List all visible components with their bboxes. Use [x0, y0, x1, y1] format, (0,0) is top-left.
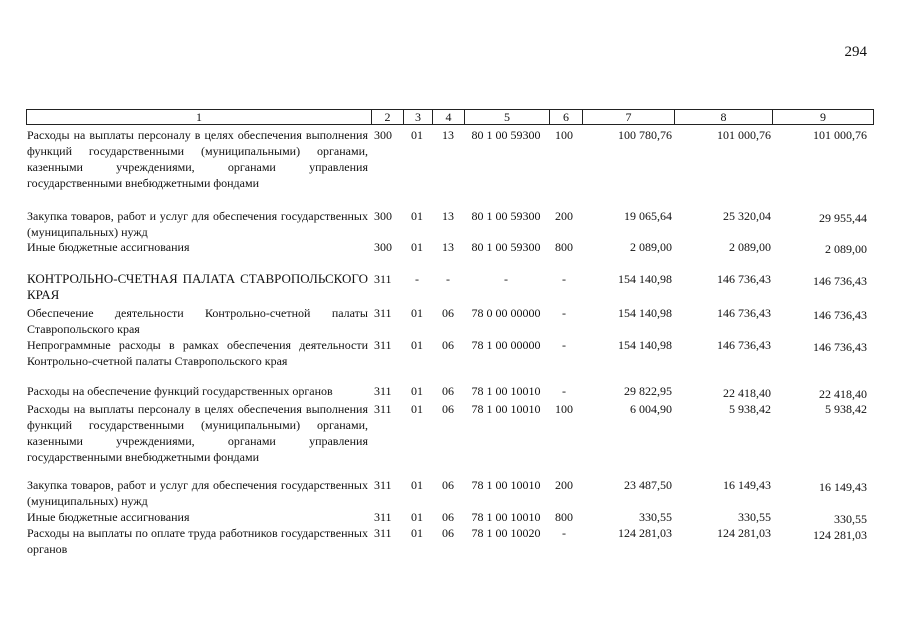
cell-col9: 5 938,42	[825, 402, 867, 416]
cell-col6: 100	[555, 128, 573, 142]
column-header-8: 8	[674, 109, 772, 125]
cell-col9: 22 418,40	[819, 387, 867, 401]
cell-col9: 2 089,00	[825, 242, 867, 256]
cell-col9: 146 736,43	[813, 340, 867, 354]
cell-col8: 16 149,43	[723, 478, 771, 492]
cell-col8: 22 418,40	[723, 386, 771, 400]
cell-col4: 06	[442, 338, 454, 352]
cell-col6: 200	[555, 209, 573, 223]
cell-col9: 16 149,43	[819, 480, 867, 494]
cell-col6: -	[562, 272, 566, 286]
cell-col3: 01	[411, 209, 423, 223]
cell-col9: 330,55	[834, 512, 867, 526]
cell-col9: 101 000,76	[813, 128, 867, 142]
cell-col7: 19 065,64	[624, 209, 672, 223]
row-description: Расходы на выплаты по оплате труда работников государственных органов	[27, 526, 368, 556]
column-header-6: 6	[549, 109, 582, 125]
cell-col5: 80 1 00 59300	[471, 209, 541, 223]
cell-col7: 154 140,98	[618, 338, 672, 352]
row-description: Закупка товаров, работ и услуг для обеспечения государственных (муниципальных) нужд	[27, 209, 368, 239]
row-description: Обеспечение деятельности Контрольно-счетной палаты Ставропольского края	[27, 306, 368, 336]
cell-col9: 146 736,43	[813, 308, 867, 322]
cell-col5: 78 0 00 00000	[471, 306, 541, 320]
cell-col4: 06	[442, 478, 454, 492]
cell-col2: 311	[374, 526, 392, 540]
cell-col4: 13	[442, 128, 454, 142]
column-header-5: 5	[464, 109, 549, 125]
cell-col5: -	[504, 272, 508, 286]
cell-col8: 146 736,43	[717, 338, 771, 352]
row-description: Закупка товаров, работ и услуг для обеспечения государственных (муниципальных) нужд	[27, 478, 368, 508]
cell-col2: 311	[374, 306, 392, 320]
row-description: Расходы на выплаты персоналу в целях обеспечения выполнения функций государственными (муниципальными) органами, казенными учреждениями, органами управления государственными внебюджетными фондами	[27, 402, 368, 464]
cell-col9: 29 955,44	[819, 211, 867, 225]
cell-col7: 23 487,50	[624, 478, 672, 492]
cell-col7: 124 281,03	[618, 526, 672, 540]
cell-col7: 29 822,95	[624, 384, 672, 398]
cell-col2: 300	[374, 209, 392, 223]
cell-col8: 25 320,04	[723, 209, 771, 223]
cell-col4: 06	[442, 306, 454, 320]
cell-col4: 13	[442, 240, 454, 254]
column-header-4: 4	[432, 109, 464, 125]
column-header-7: 7	[582, 109, 674, 125]
cell-col4: 06	[442, 510, 454, 524]
cell-col5: 78 1 00 10010	[471, 478, 541, 492]
cell-col3: 01	[411, 306, 423, 320]
cell-col8: 330,55	[738, 510, 771, 524]
cell-col5: 80 1 00 59300	[471, 128, 541, 142]
column-header-1: 1	[26, 109, 371, 125]
cell-col8: 146 736,43	[717, 306, 771, 320]
column-header-2: 2	[371, 109, 403, 125]
cell-col6: 800	[555, 510, 573, 524]
row-description: Непрограммные расходы в рамках обеспечения деятельности Контрольно-счетной палаты Ставропольского края	[27, 338, 368, 368]
cell-col6: 800	[555, 240, 573, 254]
cell-col3: 01	[411, 128, 423, 142]
cell-col6: 200	[555, 478, 573, 492]
cell-col3: 01	[411, 510, 423, 524]
cell-col6: -	[562, 526, 566, 540]
cell-col5: 80 1 00 59300	[471, 240, 541, 254]
cell-col3: 01	[411, 338, 423, 352]
cell-col5: 78 1 00 10020	[471, 526, 541, 540]
cell-col5: 78 1 00 10010	[471, 384, 541, 398]
cell-col6: -	[562, 338, 566, 352]
cell-col5: 78 1 00 10010	[471, 510, 541, 524]
cell-col4: 13	[442, 209, 454, 223]
row-description: Иные бюджетные ассигнования	[27, 240, 190, 254]
cell-col2: 311	[374, 402, 392, 416]
row-description: Расходы на обеспечение функций государственных органов	[27, 384, 333, 398]
cell-col7: 2 089,00	[630, 240, 672, 254]
row-description: КОНТРОЛЬНО-СЧЕТНАЯ ПАЛАТА СТАВРОПОЛЬСКОГО КРАЯ	[27, 271, 368, 302]
cell-col2: 311	[374, 272, 392, 286]
cell-col9: 146 736,43	[813, 274, 867, 288]
cell-col7: 6 004,90	[630, 402, 672, 416]
cell-col2: 311	[374, 510, 392, 524]
cell-col2: 300	[374, 128, 392, 142]
cell-col6: 100	[555, 402, 573, 416]
cell-col3: -	[415, 272, 419, 286]
cell-col8: 101 000,76	[717, 128, 771, 142]
cell-col3: 01	[411, 384, 423, 398]
cell-col6: -	[562, 306, 566, 320]
cell-col4: 06	[442, 526, 454, 540]
cell-col8: 5 938,42	[729, 402, 771, 416]
cell-col5: 78 1 00 00000	[471, 338, 541, 352]
cell-col2: 311	[374, 384, 392, 398]
cell-col8: 2 089,00	[729, 240, 771, 254]
cell-col4: -	[446, 272, 450, 286]
cell-col4: 06	[442, 384, 454, 398]
cell-col2: 300	[374, 240, 392, 254]
cell-col8: 124 281,03	[717, 526, 771, 540]
column-header-9: 9	[772, 109, 874, 125]
cell-col7: 330,55	[639, 510, 672, 524]
cell-col6: -	[562, 384, 566, 398]
cell-col2: 311	[374, 338, 392, 352]
row-description: Иные бюджетные ассигнования	[27, 510, 190, 524]
cell-col2: 311	[374, 478, 392, 492]
cell-col7: 100 780,76	[618, 128, 672, 142]
column-header-3: 3	[403, 109, 432, 125]
page-number: 294	[844, 44, 867, 60]
cell-col7: 154 140,98	[618, 272, 672, 286]
cell-col7: 154 140,98	[618, 306, 672, 320]
cell-col4: 06	[442, 402, 454, 416]
cell-col3: 01	[411, 240, 423, 254]
cell-col3: 01	[411, 526, 423, 540]
cell-col3: 01	[411, 478, 423, 492]
cell-col5: 78 1 00 10010	[471, 402, 541, 416]
cell-col9: 124 281,03	[813, 528, 867, 542]
cell-col8: 146 736,43	[717, 272, 771, 286]
row-description: Расходы на выплаты персоналу в целях обеспечения выполнения функций государственными (муниципальными) органами, казенными учреждениями, органами управления государственными внебюджетными фондами	[27, 128, 368, 190]
cell-col3: 01	[411, 402, 423, 416]
